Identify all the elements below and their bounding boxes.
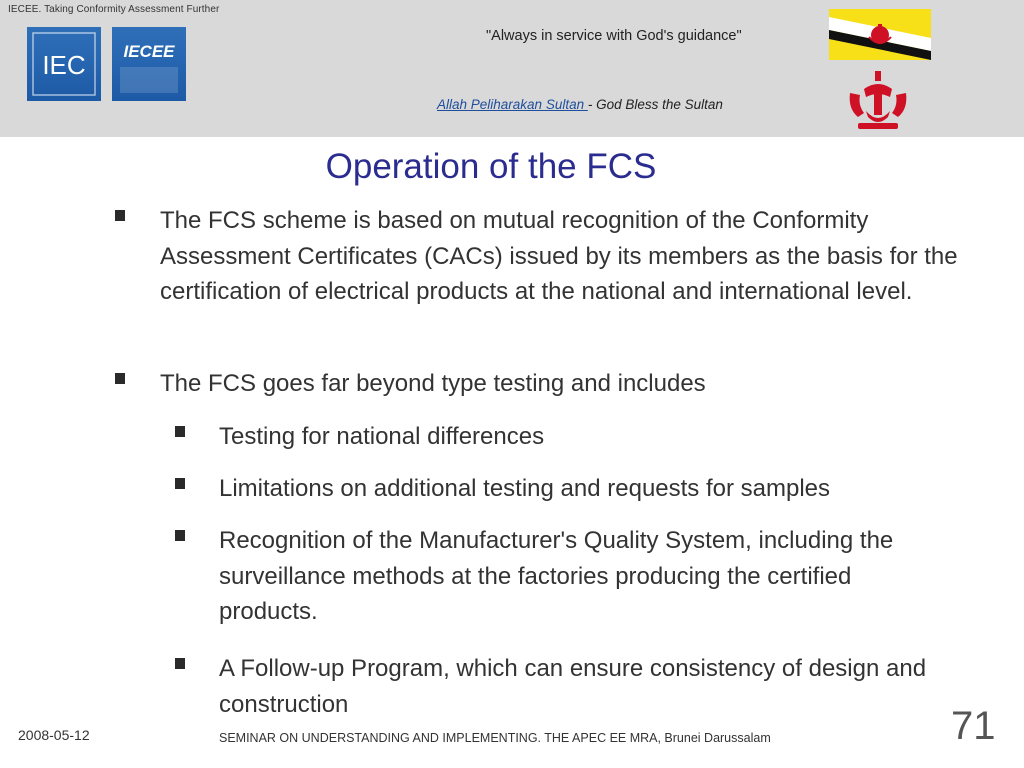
motto-text: "Always in service with God's guidance" <box>486 28 742 44</box>
anthem-line <box>437 97 723 112</box>
bullet-marker <box>115 373 125 384</box>
bullet-text-2: The FCS goes far beyond type testing and includes <box>160 370 706 397</box>
anthem-link[interactable]: Allah Peliharakan Sultan <box>437 97 588 112</box>
header-tagline: IECEE. Taking Conformity Assessment Further <box>8 4 220 15</box>
iec-logo <box>27 27 101 101</box>
brunei-emblem-icon <box>844 69 912 133</box>
iecee-logo-text: IECEE <box>123 42 175 61</box>
bullet-marker <box>115 210 125 221</box>
sub-bullet-marker <box>175 530 185 541</box>
brunei-flag-icon <box>829 9 931 60</box>
iec-logo-text: IEC <box>42 50 86 80</box>
slide-date: 2008-05-12 <box>18 727 90 743</box>
sub-bullet-text-1: Testing for national differences <box>219 423 545 450</box>
footer-text: SEMINAR ON UNDERSTANDING AND IMPLEMENTING. THE APEC EE MRA, Brunei Darussalam <box>219 731 771 745</box>
slide-title: Operation of the FCS <box>325 147 657 186</box>
sub-bullet-text-4: A Follow-up Program, which can ensure consistency of design and construction <box>219 655 927 718</box>
iec-logo-graphic <box>27 27 101 101</box>
iecee-logo <box>112 27 186 101</box>
page-number: 71 <box>951 704 996 748</box>
slide-header <box>0 0 1024 137</box>
sub-bullet-marker <box>175 478 185 489</box>
bullet-text-1: The FCS scheme is based on mutual recognition of the Conformity Assessment Certificates (CACs) issued by its members as the basis for the certification of electrical products at the national and international level. <box>160 207 958 305</box>
sub-bullet-text-3: Recognition of the Manufacturer's Quality System, including the surveillance methods at the factories producing the certified products. <box>219 527 894 625</box>
sub-bullet-marker <box>175 658 185 669</box>
sub-bullet-marker <box>175 426 185 437</box>
sub-bullet-text-2: Limitations on additional testing and requests for samples <box>219 475 831 502</box>
iecee-logo-graphic <box>112 27 186 101</box>
anthem-translation: - God Bless the Sultan <box>587 97 723 112</box>
